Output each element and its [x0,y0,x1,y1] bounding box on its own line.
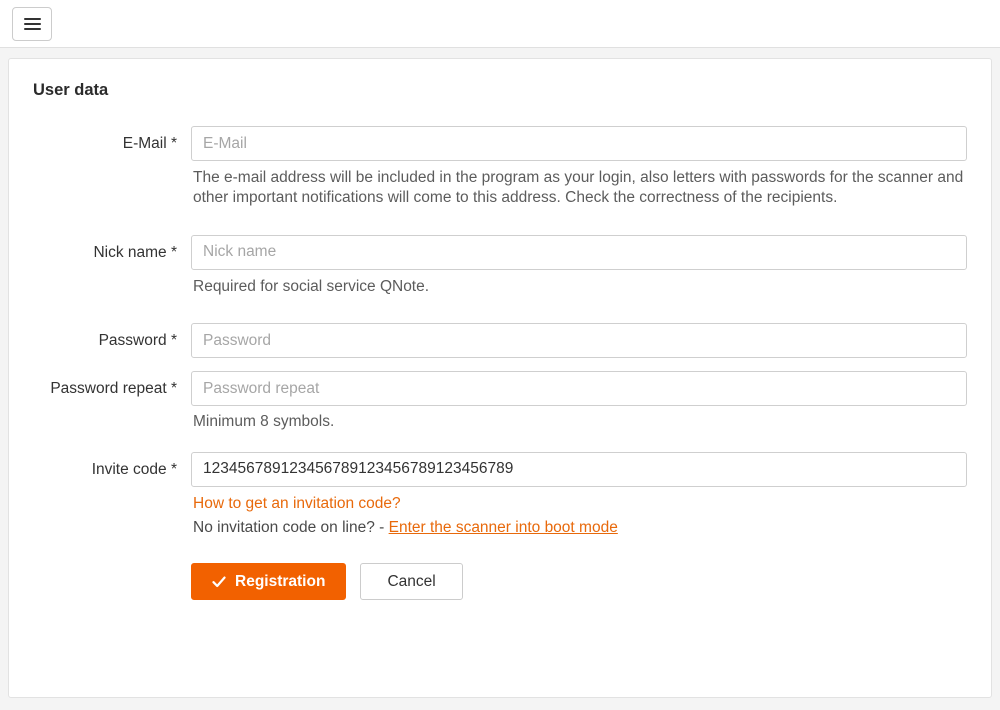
form-buttons [191,563,967,601]
registration-button[interactable] [191,563,346,601]
spacer [33,362,967,371]
email-help-text: The e-mail address will be included in the program as your login, also letters with passwords for the scanner and other important notifications will come to this address. Check the correctness of the recipients. [193,169,964,207]
top-bar [0,0,1000,48]
spacer [33,301,967,323]
password-label: Password * [98,332,177,350]
invite-code-input[interactable] [191,452,967,487]
registration-button-label: Registration [235,572,326,590]
user-data-panel [8,58,992,698]
no-invitation-code-line [193,519,967,537]
invite-links [193,495,967,537]
password-repeat-label: Password repeat * [50,380,177,398]
form-row-email [33,126,967,209]
form-row-invite-code [33,452,967,601]
cancel-button-label: Cancel [387,572,436,590]
hamburger-icon [24,15,41,33]
hamburger-menu-button[interactable] [12,7,52,41]
page-title: User data [33,81,109,99]
how-to-get-invitation-code-link[interactable]: How to get an invitation code? [193,494,401,512]
email-input[interactable] [191,126,967,161]
nickname-input[interactable] [191,235,967,270]
check-icon [212,575,226,589]
boot-mode-link[interactable]: Enter the scanner into boot mode [388,518,618,536]
nickname-help-text: Required for social service QNote. [193,277,430,295]
password-repeat-help-text: Minimum 8 symbols. [193,413,335,431]
nickname-label: Nick name * [93,243,177,261]
email-label: E-Mail * [122,135,177,152]
cancel-button[interactable] [360,563,462,601]
no-invitation-code-text: No invitation code on line? - [193,518,385,536]
form-row-nickname [33,235,967,297]
page-content [0,48,1000,698]
password-input[interactable] [191,323,967,358]
password-repeat-input[interactable] [191,371,967,406]
form-row-password-repeat [33,371,967,432]
spacer [33,213,967,235]
invite-code-label: Invite code * [91,460,177,478]
form-row-password [33,323,967,358]
spacer [33,437,967,452]
